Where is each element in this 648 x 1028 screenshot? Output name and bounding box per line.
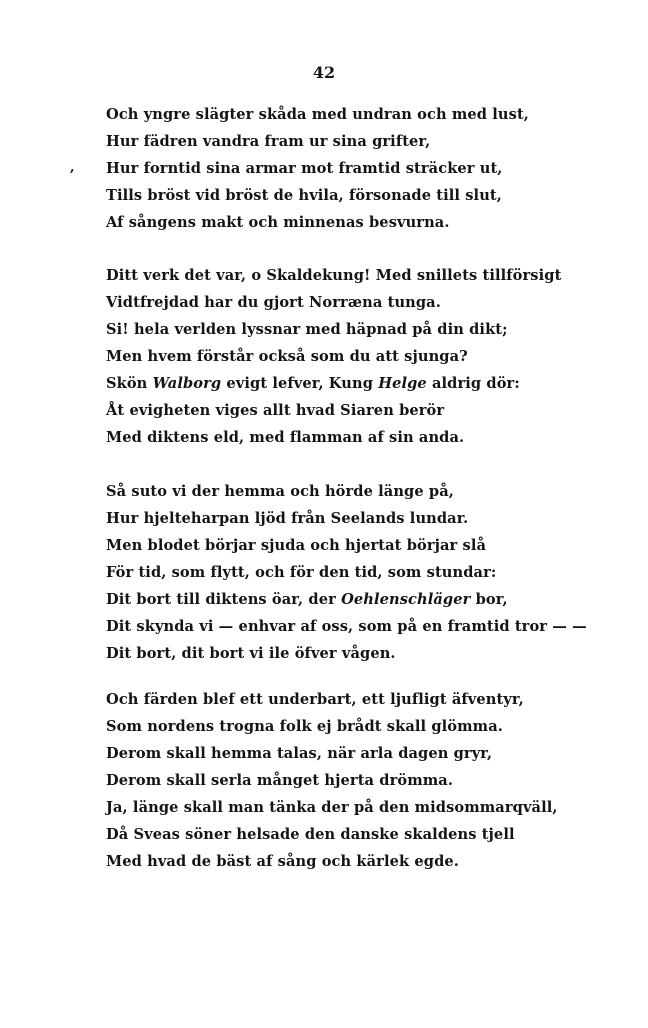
poem-line: [106, 316, 606, 343]
poem-line-text: Så suto vi der hemma och hörde länge på,: [106, 483, 454, 500]
poem-line: [106, 424, 606, 451]
poem-line: [106, 532, 606, 559]
poem-line: [106, 397, 606, 424]
poem-line-text: Men hvem förstår också som du att sjunga?: [106, 348, 468, 365]
poem-line-text: Men blodet börjar sjuda och hjertat börjar slå: [106, 537, 487, 554]
poem-line: [106, 740, 606, 767]
poem-line-text: Då Sveas söner helsade den danske skaldens tjell: [106, 826, 515, 843]
poem-line-text: Dit bort till diktens öar, der: [106, 591, 342, 608]
stanza-2: [106, 262, 606, 451]
poem-line-text: Hur forntid sina armar mot framtid sträcker ut,: [106, 160, 503, 177]
poem-line: [106, 182, 606, 209]
stanza-1: [106, 101, 606, 236]
poem-line: [106, 559, 606, 586]
poem-line-text: Derom skall hemma talas, när arla dagen gryr,: [106, 745, 493, 762]
poem-line-text: Tills bröst vid bröst de hvila, försonade till slut,: [106, 187, 502, 204]
page-number: 42: [312, 63, 336, 82]
poem-line: [106, 155, 606, 182]
poem-line: [106, 370, 606, 397]
poem-line-text: bor,: [470, 591, 508, 608]
poem-line: [106, 640, 606, 667]
poem-line: [106, 505, 606, 532]
poem-line-text: Dit skynda vi — enhvar af oss, som på en framtid tror — —: [106, 618, 587, 635]
poem-line-text: Med hvad de bäst af sång och kärlek egde.: [106, 853, 459, 870]
poem-line: [106, 613, 606, 640]
poem-line-text: Och färden blef ett underbart, ett ljufligt äfventyr,: [106, 691, 524, 708]
poem-line-text: Hur hjelteharpan ljöd från Seelands lundar.: [106, 510, 469, 527]
poem-line-text: Med diktens eld, med flamman af sin anda.: [106, 429, 465, 446]
poem-line-text: Dit bort, dit bort vi ile öfver vågen.: [106, 645, 396, 662]
poem-line-text: Åt evigheten viges allt hvad Siaren berör: [106, 402, 445, 419]
poem-line-text: Vidtfrejdad har du gjort Norræna tunga.: [106, 294, 441, 311]
poem-line-text: Si! hela verlden lyssnar med häpnad på din dikt;: [106, 321, 508, 338]
stanza-3: [106, 478, 606, 667]
poem-line-text: Derom skall serla månget hjerta drömma.: [106, 772, 454, 789]
poem-line-text: aldrig dör:: [426, 375, 520, 392]
poem-line: [106, 262, 606, 289]
poem-line-text: Hur fädren vandra fram ur sina grifter,: [106, 133, 431, 150]
poem-line-text: evigt lefver, Kung: [221, 375, 379, 392]
poem-line-text: För tid, som flytt, och för den tid, som stundar:: [106, 564, 497, 581]
poem-line: [106, 686, 606, 713]
poem-line-text: Och yngre slägter skåda med undran och med lust,: [106, 106, 529, 123]
poem-line: [106, 586, 606, 613]
poem-line-text: Af sångens makt och minnenas besvurna.: [106, 214, 450, 231]
poem-line: [106, 101, 606, 128]
poem-line: [106, 767, 606, 794]
poem-line: [106, 821, 606, 848]
poem-line: [106, 478, 606, 505]
poem-line-text: Ditt verk det var, o Skaldekung! Med snillets tillförsigt: [106, 267, 562, 284]
poem-line-italic-text: Oehlenschläger: [341, 591, 471, 608]
poem-line-text: Ja, länge skall man tänka der på den midsommarqväll,: [106, 799, 558, 816]
poem-line-text: Skön: [106, 375, 153, 392]
poem-line: [106, 343, 606, 370]
poem-line: [106, 209, 606, 236]
poem-line-italic-text: Walborg: [152, 375, 222, 392]
poem-line: [106, 289, 606, 316]
poem-line: [106, 794, 606, 821]
poem-line: [106, 713, 606, 740]
poem-line-text: Som nordens trogna folk ej brådt skall glömma.: [106, 718, 503, 735]
poem-line-italic-text: Helge: [378, 375, 427, 392]
poem-line: [106, 848, 606, 875]
margin-mark: ,: [70, 160, 75, 175]
stanza-4: [106, 686, 606, 875]
poem-line: [106, 128, 606, 155]
